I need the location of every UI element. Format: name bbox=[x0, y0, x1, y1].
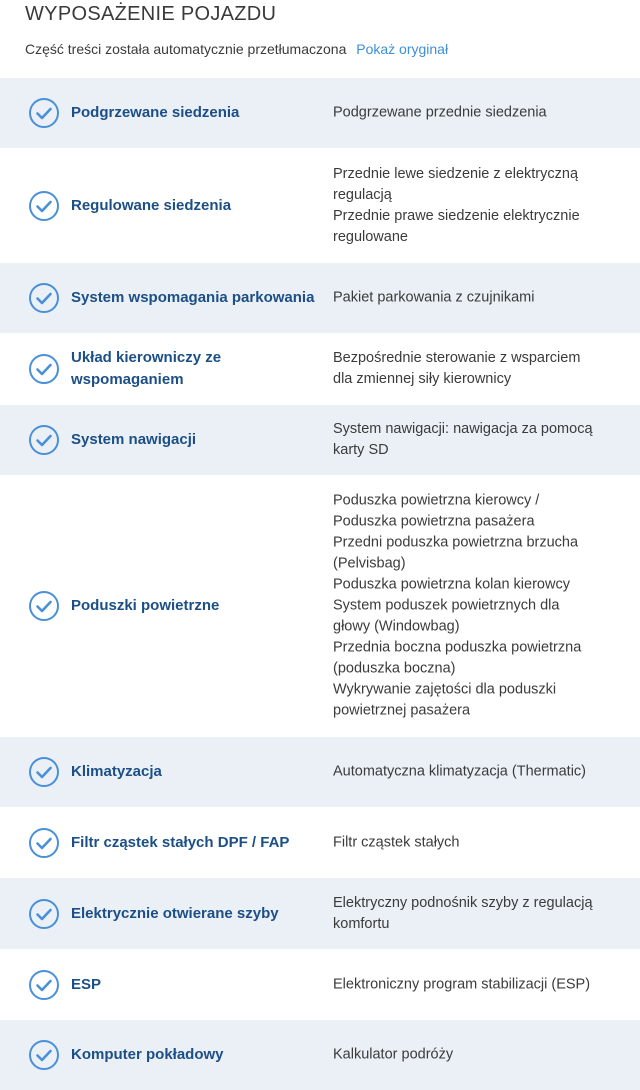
translation-notice bbox=[25, 40, 448, 58]
feature-name: Regulowane siedzenia bbox=[71, 196, 232, 214]
check-circle-icon bbox=[28, 97, 60, 129]
feature-row bbox=[0, 737, 640, 807]
feature-name: System wspomagania parkowania bbox=[71, 289, 315, 306]
feature-value bbox=[333, 288, 628, 309]
feature-value-line: (poduszka boczna) bbox=[333, 660, 456, 677]
feature-value-line: Przednie prawe siedzenie elektrycznie bbox=[333, 207, 580, 224]
feature-value-line: Podgrzewane przednie siedzenia bbox=[333, 104, 547, 121]
feature-value bbox=[333, 893, 628, 935]
feature-name: Filtr cząstek stałych DPF / FAP bbox=[71, 833, 290, 851]
feature-row bbox=[0, 878, 640, 949]
page-title: WYPOSAŻENIE POJAZDU bbox=[25, 3, 277, 25]
check-circle-icon bbox=[28, 282, 60, 314]
feature-value-line: Przednie lewe siedzenie z elektryczną bbox=[333, 165, 579, 182]
feature-name: Elektrycznie otwierane szyby bbox=[71, 904, 279, 922]
feature-value bbox=[333, 491, 628, 722]
check-circle-icon bbox=[28, 1039, 60, 1071]
show-original-link[interactable]: Pokaż oryginał bbox=[356, 41, 449, 57]
feature-value-line: Poduszka powietrzna pasażera bbox=[333, 513, 535, 530]
feature-value-line: Elektroniczny program stabilizacji (ESP) bbox=[333, 976, 591, 992]
feature-name: Poduszki powietrzne bbox=[71, 597, 220, 614]
feature-row bbox=[0, 949, 640, 1020]
feature-value bbox=[333, 762, 628, 783]
feature-value-line: głowy (Windowbag) bbox=[333, 618, 460, 635]
feature-value-line: Pakiet parkowania z czujnikami bbox=[333, 289, 535, 306]
equipment-list bbox=[0, 78, 640, 1090]
feature-value-line: System poduszek powietrznych dla bbox=[333, 597, 560, 614]
feature-value-line: Kalkulator podróży bbox=[333, 1046, 454, 1063]
feature-value-line: regulowane bbox=[333, 228, 408, 245]
feature-value bbox=[333, 164, 628, 248]
feature-value bbox=[333, 103, 628, 124]
feature-value-line: Elektryczny podnośnik szyby z regulacją bbox=[333, 894, 593, 911]
translation-note-text: Część treści została automatycznie przetłumaczona bbox=[25, 41, 347, 57]
check-circle-icon bbox=[28, 353, 60, 385]
feature-name: ESP bbox=[71, 975, 102, 993]
feature-value-line: regulacją bbox=[333, 186, 392, 203]
feature-row bbox=[0, 78, 640, 148]
check-circle-icon bbox=[28, 190, 60, 222]
feature-name: Podgrzewane siedzenia bbox=[71, 104, 240, 121]
feature-row bbox=[0, 263, 640, 333]
feature-value-line: (Pelvisbag) bbox=[333, 555, 406, 572]
section-header bbox=[0, 0, 640, 78]
feature-value-line: dla zmiennej siły kierownicy bbox=[333, 371, 512, 387]
feature-row bbox=[0, 333, 640, 405]
feature-name: Układ kierowniczy ze wspomaganiem bbox=[71, 349, 222, 388]
feature-value-line: karty SD bbox=[333, 442, 389, 458]
feature-row bbox=[0, 1020, 640, 1090]
check-circle-icon bbox=[28, 590, 60, 622]
feature-value-line: powietrznej pasażera bbox=[333, 702, 471, 719]
feature-value-line: Filtr cząstek stałych bbox=[333, 834, 460, 850]
feature-row bbox=[0, 475, 640, 737]
feature-value-line: Bezpośrednie sterowanie z wsparciem bbox=[333, 350, 581, 366]
feature-value bbox=[333, 348, 628, 390]
check-circle-icon bbox=[28, 898, 60, 930]
feature-name: Komputer pokładowy bbox=[71, 1046, 224, 1063]
feature-value-line: Poduszka powietrzna kierowcy / bbox=[333, 492, 540, 509]
feature-row bbox=[0, 405, 640, 475]
feature-value-line: Automatyczna klimatyzacja (Thermatic) bbox=[333, 763, 587, 780]
feature-value bbox=[333, 1045, 628, 1066]
feature-value-line: Wykrywanie zajętości dla poduszki bbox=[333, 681, 557, 698]
check-circle-icon bbox=[28, 424, 60, 456]
feature-row bbox=[0, 807, 640, 878]
feature-name: System nawigacji bbox=[71, 431, 197, 448]
feature-value-line: Poduszka powietrzna kolan kierowcy bbox=[333, 576, 570, 593]
feature-value-line: komfortu bbox=[333, 915, 390, 932]
feature-value-line: Przedni poduszka powietrzna brzucha bbox=[333, 534, 579, 551]
feature-value bbox=[333, 419, 628, 461]
feature-value-line: Przednia boczna poduszka powietrzna bbox=[333, 639, 582, 656]
feature-name: Klimatyzacja bbox=[71, 763, 162, 780]
check-circle-icon bbox=[28, 827, 60, 859]
feature-value-line: System nawigacji: nawigacja za pomocą bbox=[333, 421, 593, 437]
check-circle-icon bbox=[28, 756, 60, 788]
check-circle-icon bbox=[28, 969, 60, 1001]
feature-row bbox=[0, 148, 640, 263]
feature-value bbox=[333, 832, 628, 853]
feature-value bbox=[333, 974, 628, 995]
